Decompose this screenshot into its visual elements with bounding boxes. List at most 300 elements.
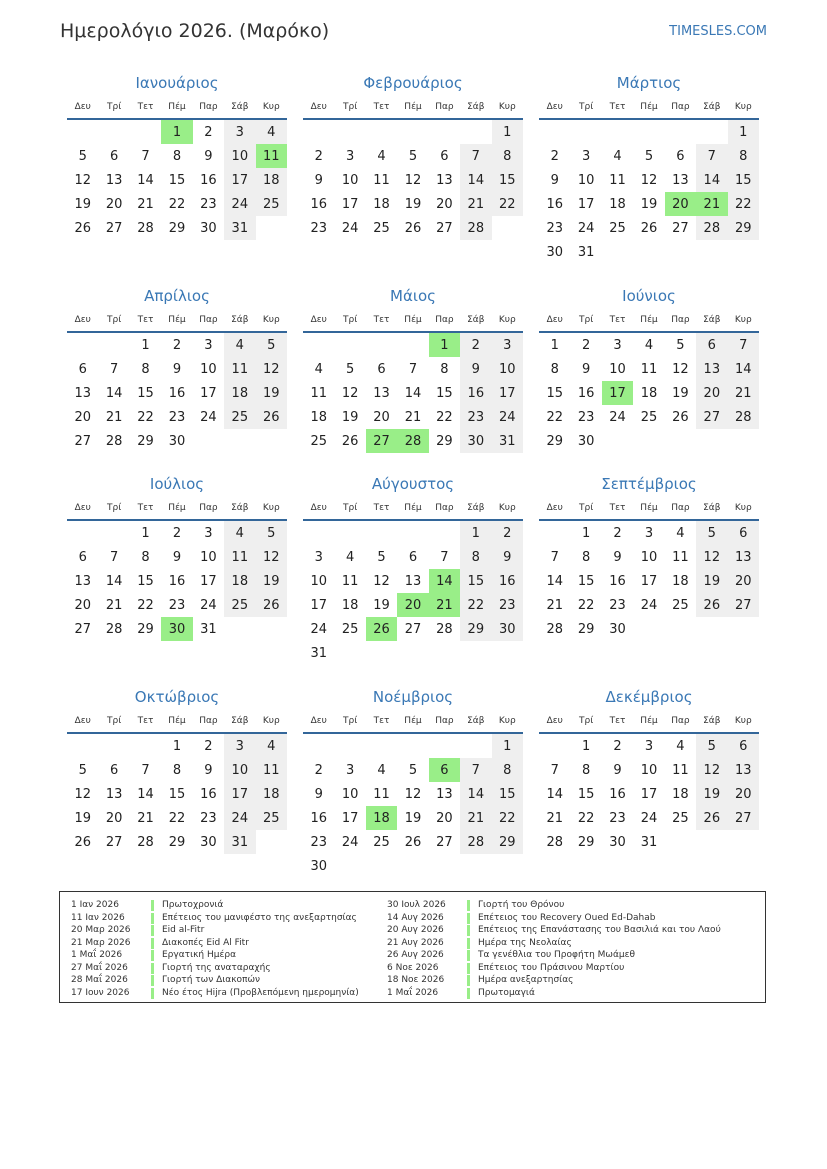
day-cell: 8 xyxy=(581,762,591,778)
day-cell: 7 xyxy=(109,549,119,565)
day-cell: 1 xyxy=(728,119,759,144)
weekday-label: Σάβ xyxy=(224,96,255,119)
day-cell: 12 xyxy=(672,361,689,377)
weekday-label: Πέμ xyxy=(397,710,428,733)
empty-cell xyxy=(429,733,460,758)
holiday-marker xyxy=(467,900,470,911)
day-cell: 14 xyxy=(429,569,460,593)
day-cell: 20 xyxy=(373,409,390,425)
month-grid xyxy=(303,710,523,878)
day-cell: 11 xyxy=(373,786,390,802)
day-cell: 9 xyxy=(314,172,323,188)
holiday-marker xyxy=(151,963,154,974)
day-cell: 16 xyxy=(546,196,563,212)
week-row xyxy=(303,854,523,878)
weekday-label: Παρ xyxy=(193,710,224,733)
holiday-name: Eid al-Fitr xyxy=(162,925,205,935)
day-cell: 15 xyxy=(168,172,186,188)
weekday-label: Σάβ xyxy=(460,309,491,332)
week-row xyxy=(303,119,523,144)
day-cell: 16 xyxy=(200,172,217,188)
day-cell: 9 xyxy=(613,549,622,565)
weekday-label: Τρί xyxy=(570,497,601,520)
holiday-name: Επέτειος του μανιφέστο της ανεξαρτησίας xyxy=(162,912,357,923)
weekday-label: Πέμ xyxy=(633,96,664,119)
day-cell: 11 xyxy=(310,385,327,401)
day-cell: 18 xyxy=(310,409,327,425)
day-cell: 3 xyxy=(613,337,622,353)
day-cell: 17 xyxy=(577,196,595,212)
day-cell: 5 xyxy=(78,762,87,778)
weekday-label: Κυρ xyxy=(256,96,287,119)
day-cell: 15 xyxy=(492,168,523,192)
day-cell: 3 xyxy=(345,148,355,164)
month-block xyxy=(539,283,759,453)
holiday-name: Εργατική Ημέρα xyxy=(162,950,236,960)
day-cell: 29 xyxy=(577,834,595,850)
day-cell: 9 xyxy=(172,549,182,565)
day-cell: 16 xyxy=(460,381,491,405)
day-cell: 13 xyxy=(728,758,759,782)
day-cell: 8 xyxy=(440,361,449,377)
holiday-name: Διακοπές Eid Al Fitr xyxy=(162,937,249,948)
weekday-label: Σάβ xyxy=(460,96,491,119)
empty-cell xyxy=(303,520,334,545)
day-cell: 26 xyxy=(256,405,287,429)
empty-cell xyxy=(696,119,727,144)
week-row xyxy=(303,192,523,216)
empty-cell xyxy=(366,520,397,545)
day-cell: 23 xyxy=(609,810,626,826)
day-cell: 28 xyxy=(137,834,154,850)
day-cell: 23 xyxy=(609,597,626,613)
weekday-label: Σάβ xyxy=(460,710,491,733)
week-row xyxy=(67,733,287,758)
week-row xyxy=(539,545,759,569)
day-cell: 10 xyxy=(310,573,327,589)
day-cell: 16 xyxy=(609,573,626,589)
day-cell: 27 xyxy=(696,405,727,429)
day-cell: 17 xyxy=(492,381,523,405)
day-cell: 15 xyxy=(436,385,453,401)
holiday-row xyxy=(71,962,359,975)
week-row xyxy=(303,405,523,429)
day-cell: 9 xyxy=(581,361,591,377)
weekday-label: Κυρ xyxy=(728,710,759,733)
day-cell: 28 xyxy=(696,216,727,240)
day-cell: 13 xyxy=(105,172,123,188)
week-row xyxy=(539,617,759,641)
day-cell: 4 xyxy=(224,520,255,545)
day-cell: 5 xyxy=(377,549,386,565)
holiday-date: 1 Ιαν 2026 xyxy=(71,900,119,910)
empty-cell xyxy=(256,617,287,641)
week-row xyxy=(539,240,759,264)
day-cell: 30 xyxy=(577,433,595,449)
day-cell: 25 xyxy=(640,409,658,425)
day-cell: 5 xyxy=(408,148,418,164)
empty-cell xyxy=(366,733,397,758)
day-cell: 6 xyxy=(408,549,418,565)
day-cell: 18 xyxy=(609,196,626,212)
empty-cell xyxy=(98,520,129,545)
day-cell: 13 xyxy=(74,573,91,589)
month-grid xyxy=(539,96,759,264)
day-cell: 28 xyxy=(137,220,154,236)
day-cell: 27 xyxy=(728,806,759,830)
empty-cell xyxy=(303,332,334,357)
month-block xyxy=(67,684,287,854)
day-cell: 16 xyxy=(577,385,595,401)
day-cell: 29 xyxy=(137,621,154,637)
empty-cell xyxy=(256,429,287,453)
day-cell: 16 xyxy=(310,810,327,826)
page-title: Ημερολόγιο 2026. (Μαρόκο) xyxy=(60,20,330,42)
day-cell: 1 xyxy=(172,738,182,754)
holiday-name: Ημέρα ανεξαρτησίας xyxy=(478,975,574,985)
week-row xyxy=(303,782,523,806)
month-block xyxy=(67,471,287,641)
day-cell: 17 xyxy=(640,786,658,802)
weekday-label: Σάβ xyxy=(696,710,727,733)
month-grid xyxy=(539,710,759,854)
day-cell: 10 xyxy=(200,549,217,565)
day-cell: 12 xyxy=(341,385,359,401)
empty-cell xyxy=(224,429,255,453)
empty-cell xyxy=(130,119,161,144)
day-cell: 10 xyxy=(224,758,255,782)
day-cell: 7 xyxy=(408,361,418,377)
empty-cell xyxy=(633,429,664,453)
day-cell: 9 xyxy=(460,357,491,381)
day-cell: 19 xyxy=(696,569,727,593)
weekday-label: Τετ xyxy=(366,309,397,332)
holiday-marker xyxy=(467,925,470,936)
day-cell: 22 xyxy=(137,409,154,425)
day-cell: 11 xyxy=(224,357,255,381)
day-cell: 9 xyxy=(204,762,213,778)
day-cell: 15 xyxy=(137,573,154,589)
day-cell: 13 xyxy=(74,385,91,401)
holiday-column-left xyxy=(71,899,359,999)
day-cell: 23 xyxy=(310,220,327,236)
weekday-label: Κυρ xyxy=(492,96,523,119)
holiday-marker xyxy=(467,975,470,986)
day-cell: 20 xyxy=(436,810,453,826)
week-row xyxy=(67,806,287,830)
weekday-header xyxy=(67,96,287,119)
day-cell: 28 xyxy=(460,830,491,854)
day-cell: 6 xyxy=(377,361,386,377)
empty-cell xyxy=(366,854,397,878)
day-cell: 25 xyxy=(256,806,287,830)
week-row xyxy=(67,168,287,192)
day-cell: 2 xyxy=(204,124,213,140)
day-cell: 16 xyxy=(492,569,523,593)
week-row xyxy=(539,429,759,453)
day-cell: 12 xyxy=(256,357,287,381)
day-cell: 5 xyxy=(345,361,355,377)
empty-cell xyxy=(696,240,727,264)
day-cell: 9 xyxy=(492,545,523,569)
weekday-label: Πέμ xyxy=(397,96,428,119)
day-cell: 6 xyxy=(728,733,759,758)
holiday-marker xyxy=(151,938,154,949)
day-cell: 8 xyxy=(460,545,491,569)
weekday-label: Τετ xyxy=(366,710,397,733)
day-cell: 25 xyxy=(341,621,359,637)
day-cell: 6 xyxy=(78,361,87,377)
day-cell: 9 xyxy=(550,172,559,188)
week-row xyxy=(67,405,287,429)
weekday-label: Τετ xyxy=(366,96,397,119)
day-cell: 26 xyxy=(696,593,727,617)
day-cell: 7 xyxy=(141,762,150,778)
holiday-row xyxy=(71,949,359,962)
week-row xyxy=(303,168,523,192)
day-cell: 24 xyxy=(341,834,359,850)
holiday-date: 17 Ιουν 2026 xyxy=(71,987,130,998)
week-row xyxy=(539,758,759,782)
weekday-label: Τρί xyxy=(334,309,365,332)
holiday-row xyxy=(387,937,721,950)
day-cell: 19 xyxy=(256,569,287,593)
empty-cell xyxy=(460,119,491,144)
day-cell: 25 xyxy=(373,220,390,236)
day-cell: 1 xyxy=(492,733,523,758)
day-cell: 22 xyxy=(460,593,491,617)
holiday-marker xyxy=(467,913,470,924)
day-cell: 22 xyxy=(577,597,595,613)
day-cell: 8 xyxy=(728,144,759,168)
day-cell: 14 xyxy=(105,573,123,589)
day-cell: 26 xyxy=(404,220,422,236)
weekday-label: Τετ xyxy=(602,497,633,520)
holiday-row xyxy=(387,949,721,962)
day-cell: 3 xyxy=(204,525,213,541)
weekday-label: Σάβ xyxy=(224,710,255,733)
holiday-marker xyxy=(151,988,154,999)
weekday-label: Δευ xyxy=(67,309,98,332)
holiday-date: 14 Αυγ 2026 xyxy=(387,912,444,923)
day-cell: 15 xyxy=(577,573,595,589)
day-cell: 23 xyxy=(168,409,186,425)
weekday-label: Τρί xyxy=(98,710,129,733)
day-cell: 16 xyxy=(168,385,186,401)
day-cell: 16 xyxy=(609,786,626,802)
day-cell: 27 xyxy=(404,621,422,637)
day-cell: 14 xyxy=(460,782,491,806)
day-cell: 5 xyxy=(644,148,654,164)
holiday-marker xyxy=(467,988,470,999)
empty-cell xyxy=(539,119,570,144)
week-row xyxy=(67,593,287,617)
day-cell: 15 xyxy=(728,168,759,192)
empty-cell xyxy=(429,854,460,878)
weekday-label: Πέμ xyxy=(633,309,664,332)
empty-cell xyxy=(98,733,129,758)
holiday-row xyxy=(387,924,721,937)
day-cell: 10 xyxy=(492,357,523,381)
day-cell: 19 xyxy=(672,385,689,401)
holiday-name: Νέο έτος Hijra (Προβλεπόμενη ημερομηνία) xyxy=(162,987,359,998)
week-row xyxy=(67,381,287,405)
day-cell: 25 xyxy=(672,810,689,826)
day-cell: 5 xyxy=(256,520,287,545)
day-cell: 19 xyxy=(696,782,727,806)
day-cell: 13 xyxy=(672,172,689,188)
weekday-label: Κυρ xyxy=(256,710,287,733)
day-cell: 5 xyxy=(676,337,685,353)
week-row xyxy=(539,216,759,240)
weekday-label: Παρ xyxy=(429,710,460,733)
day-cell: 30 xyxy=(200,220,217,236)
day-cell: 10 xyxy=(609,361,626,377)
day-cell: 2 xyxy=(172,337,182,353)
day-cell: 28 xyxy=(546,834,563,850)
holiday-name: Πρωτομαγιά xyxy=(478,987,535,998)
day-cell: 22 xyxy=(137,597,154,613)
day-cell: 12 xyxy=(74,786,91,802)
weekday-label: Κυρ xyxy=(256,309,287,332)
day-cell: 8 xyxy=(581,549,591,565)
weekday-label: Τρί xyxy=(98,309,129,332)
weekday-label: Πέμ xyxy=(397,497,428,520)
empty-cell xyxy=(429,520,460,545)
empty-cell xyxy=(633,119,664,144)
day-cell: 28 xyxy=(546,621,563,637)
day-cell: 7 xyxy=(141,148,150,164)
week-row xyxy=(67,357,287,381)
day-cell: 11 xyxy=(672,549,689,565)
weekday-label: Πέμ xyxy=(161,96,192,119)
day-cell: 16 xyxy=(310,196,327,212)
day-cell: 29 xyxy=(168,834,186,850)
month-block xyxy=(67,70,287,240)
day-cell: 23 xyxy=(577,409,595,425)
holiday-marker xyxy=(151,913,154,924)
day-cell: 30 xyxy=(492,617,523,641)
day-cell: 2 xyxy=(613,738,622,754)
day-cell: 17 xyxy=(602,381,633,405)
day-cell: 7 xyxy=(460,144,491,168)
month-name: Νοέμβριος xyxy=(372,688,454,706)
day-cell: 10 xyxy=(341,172,359,188)
day-cell: 6 xyxy=(109,148,119,164)
day-cell: 5 xyxy=(256,332,287,357)
day-cell: 28 xyxy=(397,429,428,453)
day-cell: 28 xyxy=(460,216,491,240)
day-cell: 20 xyxy=(665,192,696,216)
weekday-header xyxy=(303,309,523,332)
week-row xyxy=(539,830,759,854)
day-cell: 20 xyxy=(105,196,123,212)
weekday-label: Κυρ xyxy=(728,309,759,332)
week-row xyxy=(303,733,523,758)
day-cell: 30 xyxy=(460,429,491,453)
holiday-marker xyxy=(467,938,470,949)
holiday-date: 1 Μαΐ 2026 xyxy=(387,987,439,998)
day-cell: 29 xyxy=(546,433,563,449)
day-cell: 14 xyxy=(105,385,123,401)
day-cell: 20 xyxy=(728,569,759,593)
week-row xyxy=(303,332,523,357)
day-cell: 15 xyxy=(577,786,595,802)
weekday-label: Δευ xyxy=(303,96,334,119)
weekday-label: Πέμ xyxy=(161,309,192,332)
day-cell: 14 xyxy=(460,168,491,192)
site-link[interactable]: TIMESLES.COM xyxy=(669,24,767,39)
day-cell: 22 xyxy=(492,806,523,830)
week-row xyxy=(303,806,523,830)
day-cell: 10 xyxy=(577,172,595,188)
day-cell: 8 xyxy=(141,549,150,565)
day-cell: 1 xyxy=(492,119,523,144)
week-row xyxy=(303,830,523,854)
day-cell: 6 xyxy=(429,758,460,782)
month-grid xyxy=(539,497,759,641)
day-cell: 11 xyxy=(373,172,390,188)
day-cell: 9 xyxy=(204,148,213,164)
empty-cell xyxy=(303,119,334,144)
day-cell: 17 xyxy=(224,168,255,192)
weekday-label: Πέμ xyxy=(397,309,428,332)
month-name: Μάιος xyxy=(390,287,436,305)
month-name: Αύγουστος xyxy=(371,475,455,493)
weekday-label: Τρί xyxy=(334,96,365,119)
week-row xyxy=(67,569,287,593)
weekday-label: Παρ xyxy=(193,96,224,119)
month-block xyxy=(67,283,287,453)
empty-cell xyxy=(130,733,161,758)
weekday-label: Παρ xyxy=(665,309,696,332)
weekday-label: Σάβ xyxy=(696,497,727,520)
month-block xyxy=(303,471,523,665)
weekday-label: Τετ xyxy=(130,710,161,733)
day-cell: 3 xyxy=(644,525,654,541)
holiday-row xyxy=(71,937,359,950)
empty-cell xyxy=(429,119,460,144)
day-cell: 26 xyxy=(640,220,658,236)
day-cell: 21 xyxy=(137,196,154,212)
day-cell: 7 xyxy=(696,144,727,168)
weekday-label: Σάβ xyxy=(696,96,727,119)
day-cell: 30 xyxy=(168,433,186,449)
day-cell: 14 xyxy=(546,573,563,589)
day-cell: 25 xyxy=(256,192,287,216)
day-cell: 15 xyxy=(168,786,186,802)
empty-cell xyxy=(665,830,696,854)
day-cell: 13 xyxy=(404,573,422,589)
day-cell: 4 xyxy=(644,337,654,353)
holiday-marker xyxy=(151,950,154,961)
day-cell: 21 xyxy=(105,409,123,425)
day-cell: 11 xyxy=(609,172,626,188)
day-cell: 12 xyxy=(373,573,390,589)
empty-cell xyxy=(633,240,664,264)
day-cell: 28 xyxy=(436,621,453,637)
month-name: Ιούλιος xyxy=(149,475,205,493)
weekday-label: Δευ xyxy=(67,497,98,520)
day-cell: 31 xyxy=(224,216,255,240)
day-cell: 2 xyxy=(460,332,491,357)
weekday-label: Τρί xyxy=(98,497,129,520)
weekday-label: Πέμ xyxy=(633,710,664,733)
day-cell: 5 xyxy=(78,148,87,164)
weekday-label: Κυρ xyxy=(492,497,523,520)
empty-cell xyxy=(602,429,633,453)
day-cell: 1 xyxy=(581,738,591,754)
